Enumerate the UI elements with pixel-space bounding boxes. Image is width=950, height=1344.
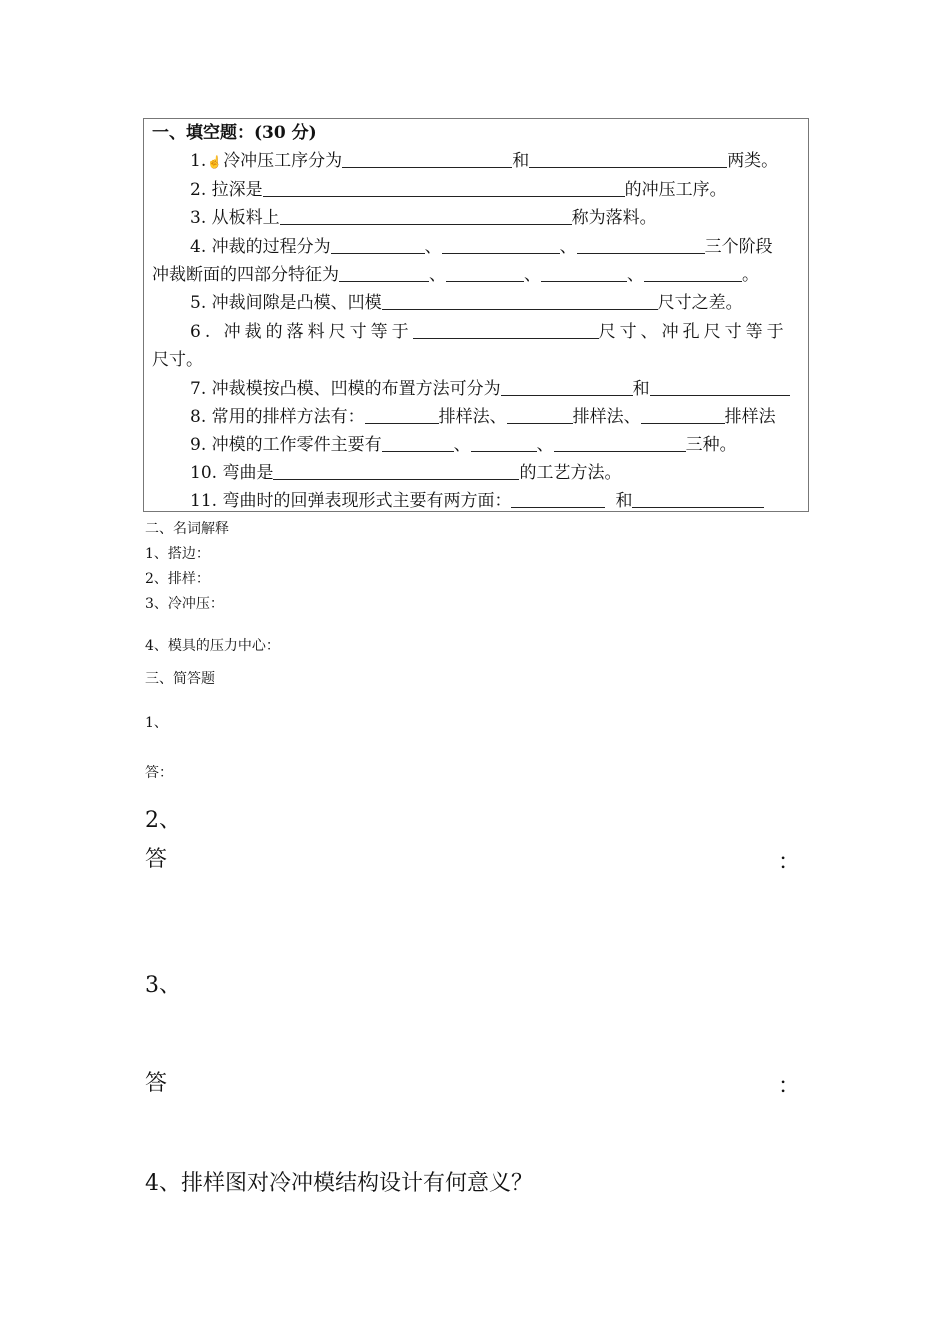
question-6 (190, 318, 788, 347)
q5-blank[interactable] (382, 292, 658, 310)
q9-suffix: 三种。 (685, 435, 737, 455)
q4-sep-2: 、 (559, 237, 577, 257)
fill-in-blank-section (143, 118, 809, 512)
q4b-blank-4[interactable] (644, 264, 742, 282)
section2-title: 二、名词解释 (145, 521, 229, 537)
q5-text: 5. 冲裁间隙是凸模、凹模 (190, 293, 382, 313)
q7-connector: 和 (632, 379, 650, 399)
q7-blank-1[interactable] (501, 378, 633, 396)
q4b-blank-1[interactable] (339, 264, 429, 282)
q8-label-1: 排样法、 (438, 407, 507, 427)
question-8 (190, 403, 776, 432)
q7-text: 7. 冲裁模按凸模、凹模的布置方法可分为 (190, 379, 501, 399)
q11-blank-1[interactable] (511, 490, 605, 508)
q11-connector: 和 (615, 491, 633, 511)
answer-2-label: 答 (145, 847, 168, 872)
question-11 (190, 487, 764, 512)
term-2: 2、排样： (145, 571, 210, 587)
term-3: 3、冷冲压： (145, 596, 224, 612)
q4b-text: 冲裁断面的四部分特征为 (152, 265, 339, 285)
q1-blank-1[interactable] (342, 150, 512, 168)
q4b-sep-2: 、 (524, 265, 541, 285)
q7-blank-2[interactable] (650, 378, 790, 396)
q8-label-3: 排样法 (724, 407, 776, 427)
question-4 (190, 233, 773, 262)
q1-text: 冷冲压工序分为 (223, 151, 343, 171)
q1-blank-2[interactable] (529, 150, 727, 168)
section3-title: 三、简答题 (145, 671, 215, 687)
q3-suffix: 称为落料。 (571, 208, 657, 228)
question-9 (190, 431, 737, 460)
q9-sep-1: 、 (453, 435, 471, 455)
question-10 (190, 459, 621, 488)
q2-text: 2. 拉深是 (190, 180, 263, 200)
short-question-2: 2、 (145, 808, 181, 833)
q8-text: 8. 常用的排样方法有： (190, 407, 365, 427)
q9-text: 9. 冲模的工作零件主要有 (190, 435, 382, 455)
answer-3-colon: ： (778, 1074, 801, 1099)
q1-number: 1. (190, 151, 207, 171)
q4-blank-2[interactable] (442, 236, 560, 254)
term-4: 4、模具的压力中心： (145, 638, 280, 654)
q1-suffix: 两类。 (727, 151, 779, 171)
q3-text: 3. 从板料上 (190, 208, 280, 228)
short-question-1: 1、 (145, 715, 168, 731)
question-5 (190, 289, 743, 318)
question-3 (190, 204, 657, 233)
q6-blank[interactable] (413, 321, 599, 339)
q4b-sep-3: 、 (627, 265, 644, 285)
q9-blank-1[interactable] (382, 434, 454, 452)
answer-1-label: 答： (145, 765, 173, 781)
q8-blank-3[interactable] (641, 406, 725, 424)
q9-blank-3[interactable] (554, 434, 686, 452)
q4-text: 4. 冲裁的过程分为 (190, 237, 331, 257)
answer-3-label: 答 (145, 1071, 168, 1096)
q8-label-2: 排样法、 (572, 407, 641, 427)
term-1: 1、搭边： (145, 546, 210, 562)
q4b-sep-1: 、 (429, 265, 446, 285)
section1-title: 一、填空题：(30 分) (152, 123, 317, 143)
q5-suffix: 尺寸之差。 (657, 293, 743, 313)
short-question-3: 3、 (145, 973, 181, 998)
q8-blank-1[interactable] (365, 406, 439, 424)
q3-blank[interactable] (280, 207, 572, 225)
q4-blank-1[interactable] (331, 236, 425, 254)
q11-text: 11. 弯曲时的回弹表现形式主要有两方面： (190, 491, 512, 511)
q9-sep-2: 、 (536, 435, 554, 455)
answer-2-colon: ： (778, 850, 801, 875)
q4b-blank-3[interactable] (541, 264, 627, 282)
q4b-blank-2[interactable] (446, 264, 524, 282)
q8-blank-2[interactable] (507, 406, 573, 424)
short-question-4: 4、排样图对冷冲模结构设计有何意义？ (145, 1171, 533, 1196)
question-6-continued: 尺寸。 (152, 350, 203, 370)
q2-suffix: 的冲压工序。 (624, 180, 727, 200)
question-4-continued (152, 261, 759, 290)
q4-sep-1: 、 (424, 237, 442, 257)
question-7 (190, 375, 790, 404)
q4-blank-3[interactable] (577, 236, 705, 254)
hand-cursor-icon: ☝ (207, 155, 223, 169)
q10-blank[interactable] (273, 462, 519, 480)
q6-suffix: 尺寸、冲孔尺寸等于 (598, 322, 788, 342)
q4b-end: 。 (742, 265, 759, 285)
q9-blank-2[interactable] (471, 434, 537, 452)
q4-suffix: 三个阶段 (704, 237, 773, 257)
q2-blank[interactable] (263, 179, 625, 197)
question-1 (190, 147, 778, 177)
question-2 (190, 176, 727, 205)
q10-suffix: 的工艺方法。 (519, 463, 622, 483)
q10-text: 10. 弯曲是 (190, 463, 274, 483)
q1-connector: 和 (512, 151, 530, 171)
q11-blank-2[interactable] (632, 490, 764, 508)
q6-text: 6. 冲裁的落料尺寸等于 (190, 322, 413, 342)
